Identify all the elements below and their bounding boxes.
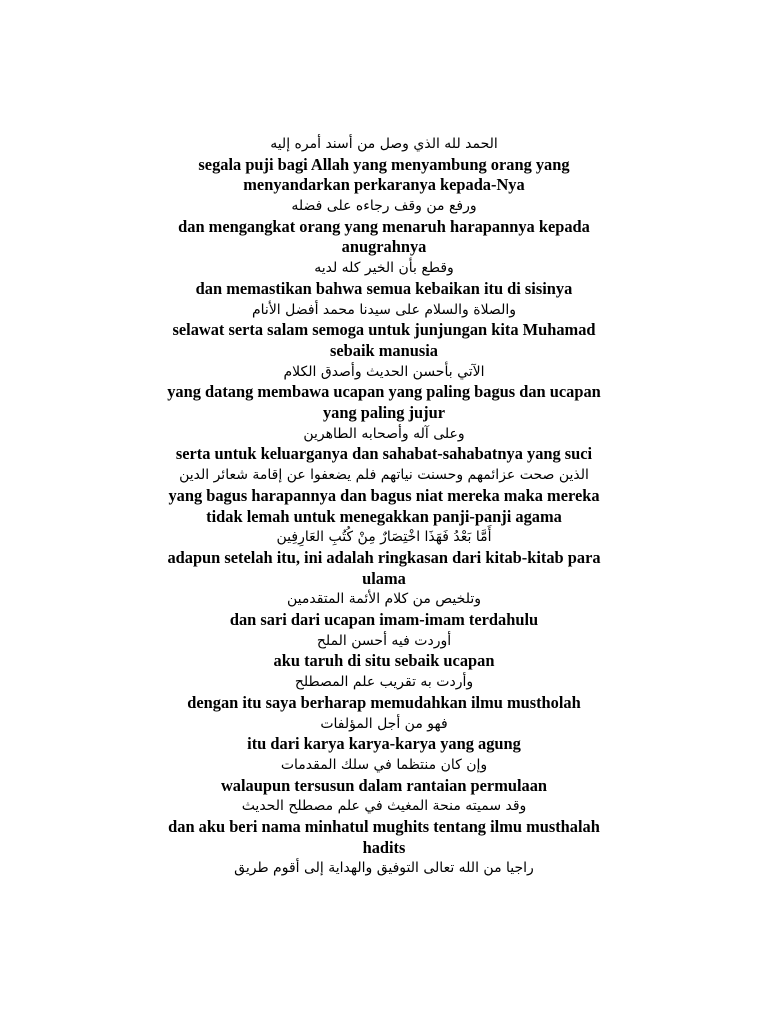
translation-line: aku taruh di situ sebaik ucapan xyxy=(273,651,495,671)
arabic-line: الذين صحت عزائمهم وحسنت نياتهم فلم يضعفوا عن إقامة شعائر الدين xyxy=(179,467,589,484)
translation-line: segala puji bagi Allah yang menyambung orang yang menyandarkan perkaranya kepada-Nya xyxy=(198,154,570,195)
translation-line: dan mengangkat orang yang menaruh harapannya kepada anugrahnya xyxy=(178,216,590,257)
translation-line: adapun setelah itu, ini adalah ringkasan dari kitab-kitab para ulama xyxy=(167,547,601,588)
arabic-line: وقطع بأن الخير كله لديه xyxy=(314,260,454,277)
translation-line: serta untuk keluarganya dan sahabat-sahabatnya yang suci xyxy=(175,444,593,464)
arabic-line: أَمَّا بَعْدُ فَهَذَا اخْتِصَارٌ مِنْ كُتُبِ العَارِفِين xyxy=(276,529,492,546)
translation-line: walaupun tersusun dalam rantaian permulaan xyxy=(220,775,548,795)
translation-line: dan aku beri nama minhatul mughits tentang ilmu musthalah hadits xyxy=(168,816,600,857)
arabic-line: أوردت فيه أحسن الملح xyxy=(316,632,452,649)
translation-line: selawat serta salam semoga untuk junjungan kita Muhamad sebaik manusia xyxy=(172,320,596,360)
translation-line: dan sari dari ucapan imam-imam terdahulu xyxy=(229,610,539,630)
arabic-line: وتلخيص من كلام الأئمة المتقدمين xyxy=(286,591,481,608)
translation-line: dengan itu saya berharap memudahkan ilmu mustholah xyxy=(187,692,581,712)
arabic-line: راجيا من الله تعالى التوفيق والهداية إلى أقوم طريق xyxy=(234,860,534,877)
arabic-line: الآتي بأحسن الحديث وأصدق الكلام xyxy=(283,363,485,380)
arabic-line: وأردت به تقريب علم المصطلح xyxy=(294,674,474,691)
arabic-line: وعلى آله وأصحابه الطاهرين xyxy=(303,425,465,442)
translation-line: itu dari karya karya-karya yang agung xyxy=(247,734,521,754)
arabic-line: فهو من أجل المؤلفات xyxy=(320,715,448,732)
arabic-line: ورفع من وقف رجاءه على فضله xyxy=(291,198,477,215)
translation-line: yang bagus harapannya dan bagus niat mereka maka mereka tidak lemah untuk menegakkan panji-panji agama xyxy=(168,485,600,526)
arabic-line: وإن كان منتظما في سلك المقدمات xyxy=(280,756,488,773)
arabic-line: والصلاة والسلام على سيدنا محمد أفضل الأنام xyxy=(251,301,516,318)
document-body xyxy=(150,134,618,879)
translation-line: yang datang membawa ucapan yang paling bagus dan ucapan yang paling jujur xyxy=(167,382,601,423)
translation-line: dan memastikan bahwa semua kebaikan itu di sisinya xyxy=(195,278,573,298)
arabic-line: وقد سميته منحة المغيث في علم مصطلح الحديث xyxy=(241,798,527,815)
arabic-line: الحمد لله الذي وصل من أسند أمره إليه xyxy=(270,136,498,152)
